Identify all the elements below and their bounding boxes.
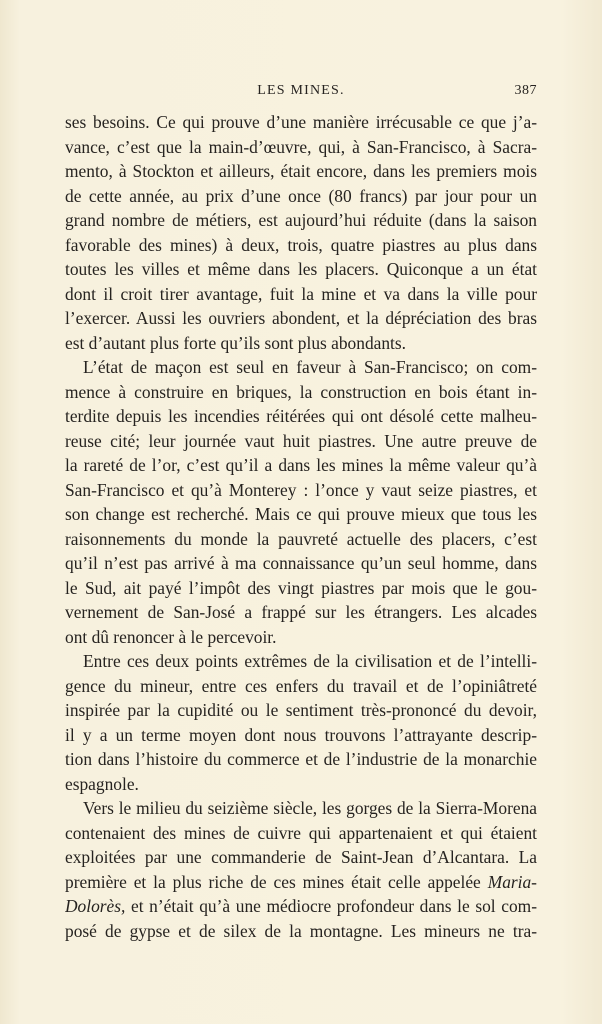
page-header — [65, 83, 537, 103]
text-line: son change est recherché. Mais ce qui prouve mieux que tous les — [65, 504, 537, 524]
text-line: favorable des mines) à deux, trois, quatre piastres au plus dans — [65, 234, 537, 255]
text-line: l’exercer. Aussi les ouvriers abondent, et la dépréciation des bras — [65, 308, 537, 328]
text-line: reuse cité; leur journée vaut huit piastres. Une autre preuve de — [65, 430, 537, 451]
paragraph-start-line: L’état de maçon est seul en faveur à San-Francisco; on com- — [83, 357, 537, 377]
text-line: ses besoins. Ce qui prouve d’une manière irrécusable ce que j’a- — [65, 112, 537, 132]
text-line: exploitées par une commanderie de Saint-Jean d’Alcantara. La — [65, 847, 537, 867]
paragraph-end-line: est d’autant plus forte qu’ils sont plus abondants. — [65, 332, 407, 353]
text-line: gence du mineur, entre ces enfers du travail et de l’opiniâtreté — [65, 675, 537, 696]
running-title: LES MINES. — [257, 83, 345, 98]
text-line: il y a un terme moyen dont nous trouvons l’attrayante descrip- — [65, 724, 537, 745]
text-line: mence à construire en briques, la construction en bois étant in- — [65, 381, 537, 402]
text-line: contenaient des mines de cuivre qui appartenaient et qui étaient — [65, 822, 537, 843]
paragraph-end-line: espagnole. — [65, 773, 139, 794]
text-fragment: et n’était qu’à une médiocre profondeur dans le sol com- — [131, 896, 537, 916]
text-line: inspirée par la cupidité ou le sentiment très-prononcé du devoir, — [65, 700, 537, 720]
text-line: posé de gypse et de silex de la montagne. Les mineurs ne tra- — [65, 920, 537, 941]
text-line: qu’il n’est pas arrivé à ma connaissance qu’un seul homme, dans — [65, 553, 537, 573]
text-line: vance, c’est que la main-d’œuvre, qui, à San-Francisco, à Sacra- — [65, 136, 537, 157]
text-line: terdite depuis les incendies réitérées qui ont désolé cette malheu- — [65, 406, 537, 426]
text-line: tion dans l’histoire du commerce et de l’industrie de la monarchie — [65, 749, 537, 769]
text-line: mento, à Stockton et ailleurs, était encore, dans les premiers mois — [65, 161, 537, 181]
text-line — [65, 894, 537, 919]
text-line: dont il croit tirer avantage, fuit la mine et va dans la ville pour — [65, 283, 537, 304]
paragraph-start-line: Vers le milieu du seizième siècle, les gorges de la Sierra-Morena — [83, 798, 537, 818]
text-line: San-Francisco et qu’à Monterey : l’once y vaut seize piastres, et — [65, 479, 537, 500]
text-line: vernement de San-José a frappé sur les étrangers. Les alcades — [65, 602, 537, 622]
text-line: grand nombre de métiers, est aujourd’hui réduite (dans la saison — [65, 210, 537, 230]
italic-name: Dolorès, — [65, 896, 126, 916]
text-line: de cette année, au prix d’une once (80 francs) par jour pour un — [65, 185, 537, 206]
paragraph-start-line: Entre ces deux points extrêmes de la civilisation et de l’intelli- — [83, 651, 537, 671]
body-text — [65, 110, 537, 943]
text-line: raisonnements du monde la pauvreté actuelle des placers, c’est — [65, 528, 537, 549]
text-line: toutes les villes et même dans les placers. Quiconque a un état — [65, 259, 537, 279]
text-line — [65, 870, 537, 895]
italic-name: Maria- — [487, 871, 537, 892]
text-line: la rareté de l’or, c’est qu’il a dans les mines la même valeur qu’à — [65, 455, 537, 475]
text-fragment: première et la plus riche de ces mines était celle appelée — [65, 871, 481, 892]
paragraph-end-line: ont dû renoncer à le percevoir. — [65, 626, 277, 647]
text-line: le Sud, ait payé l’impôt des vingt piastres par mois que le gou- — [65, 577, 537, 598]
page-number: 387 — [514, 83, 537, 98]
